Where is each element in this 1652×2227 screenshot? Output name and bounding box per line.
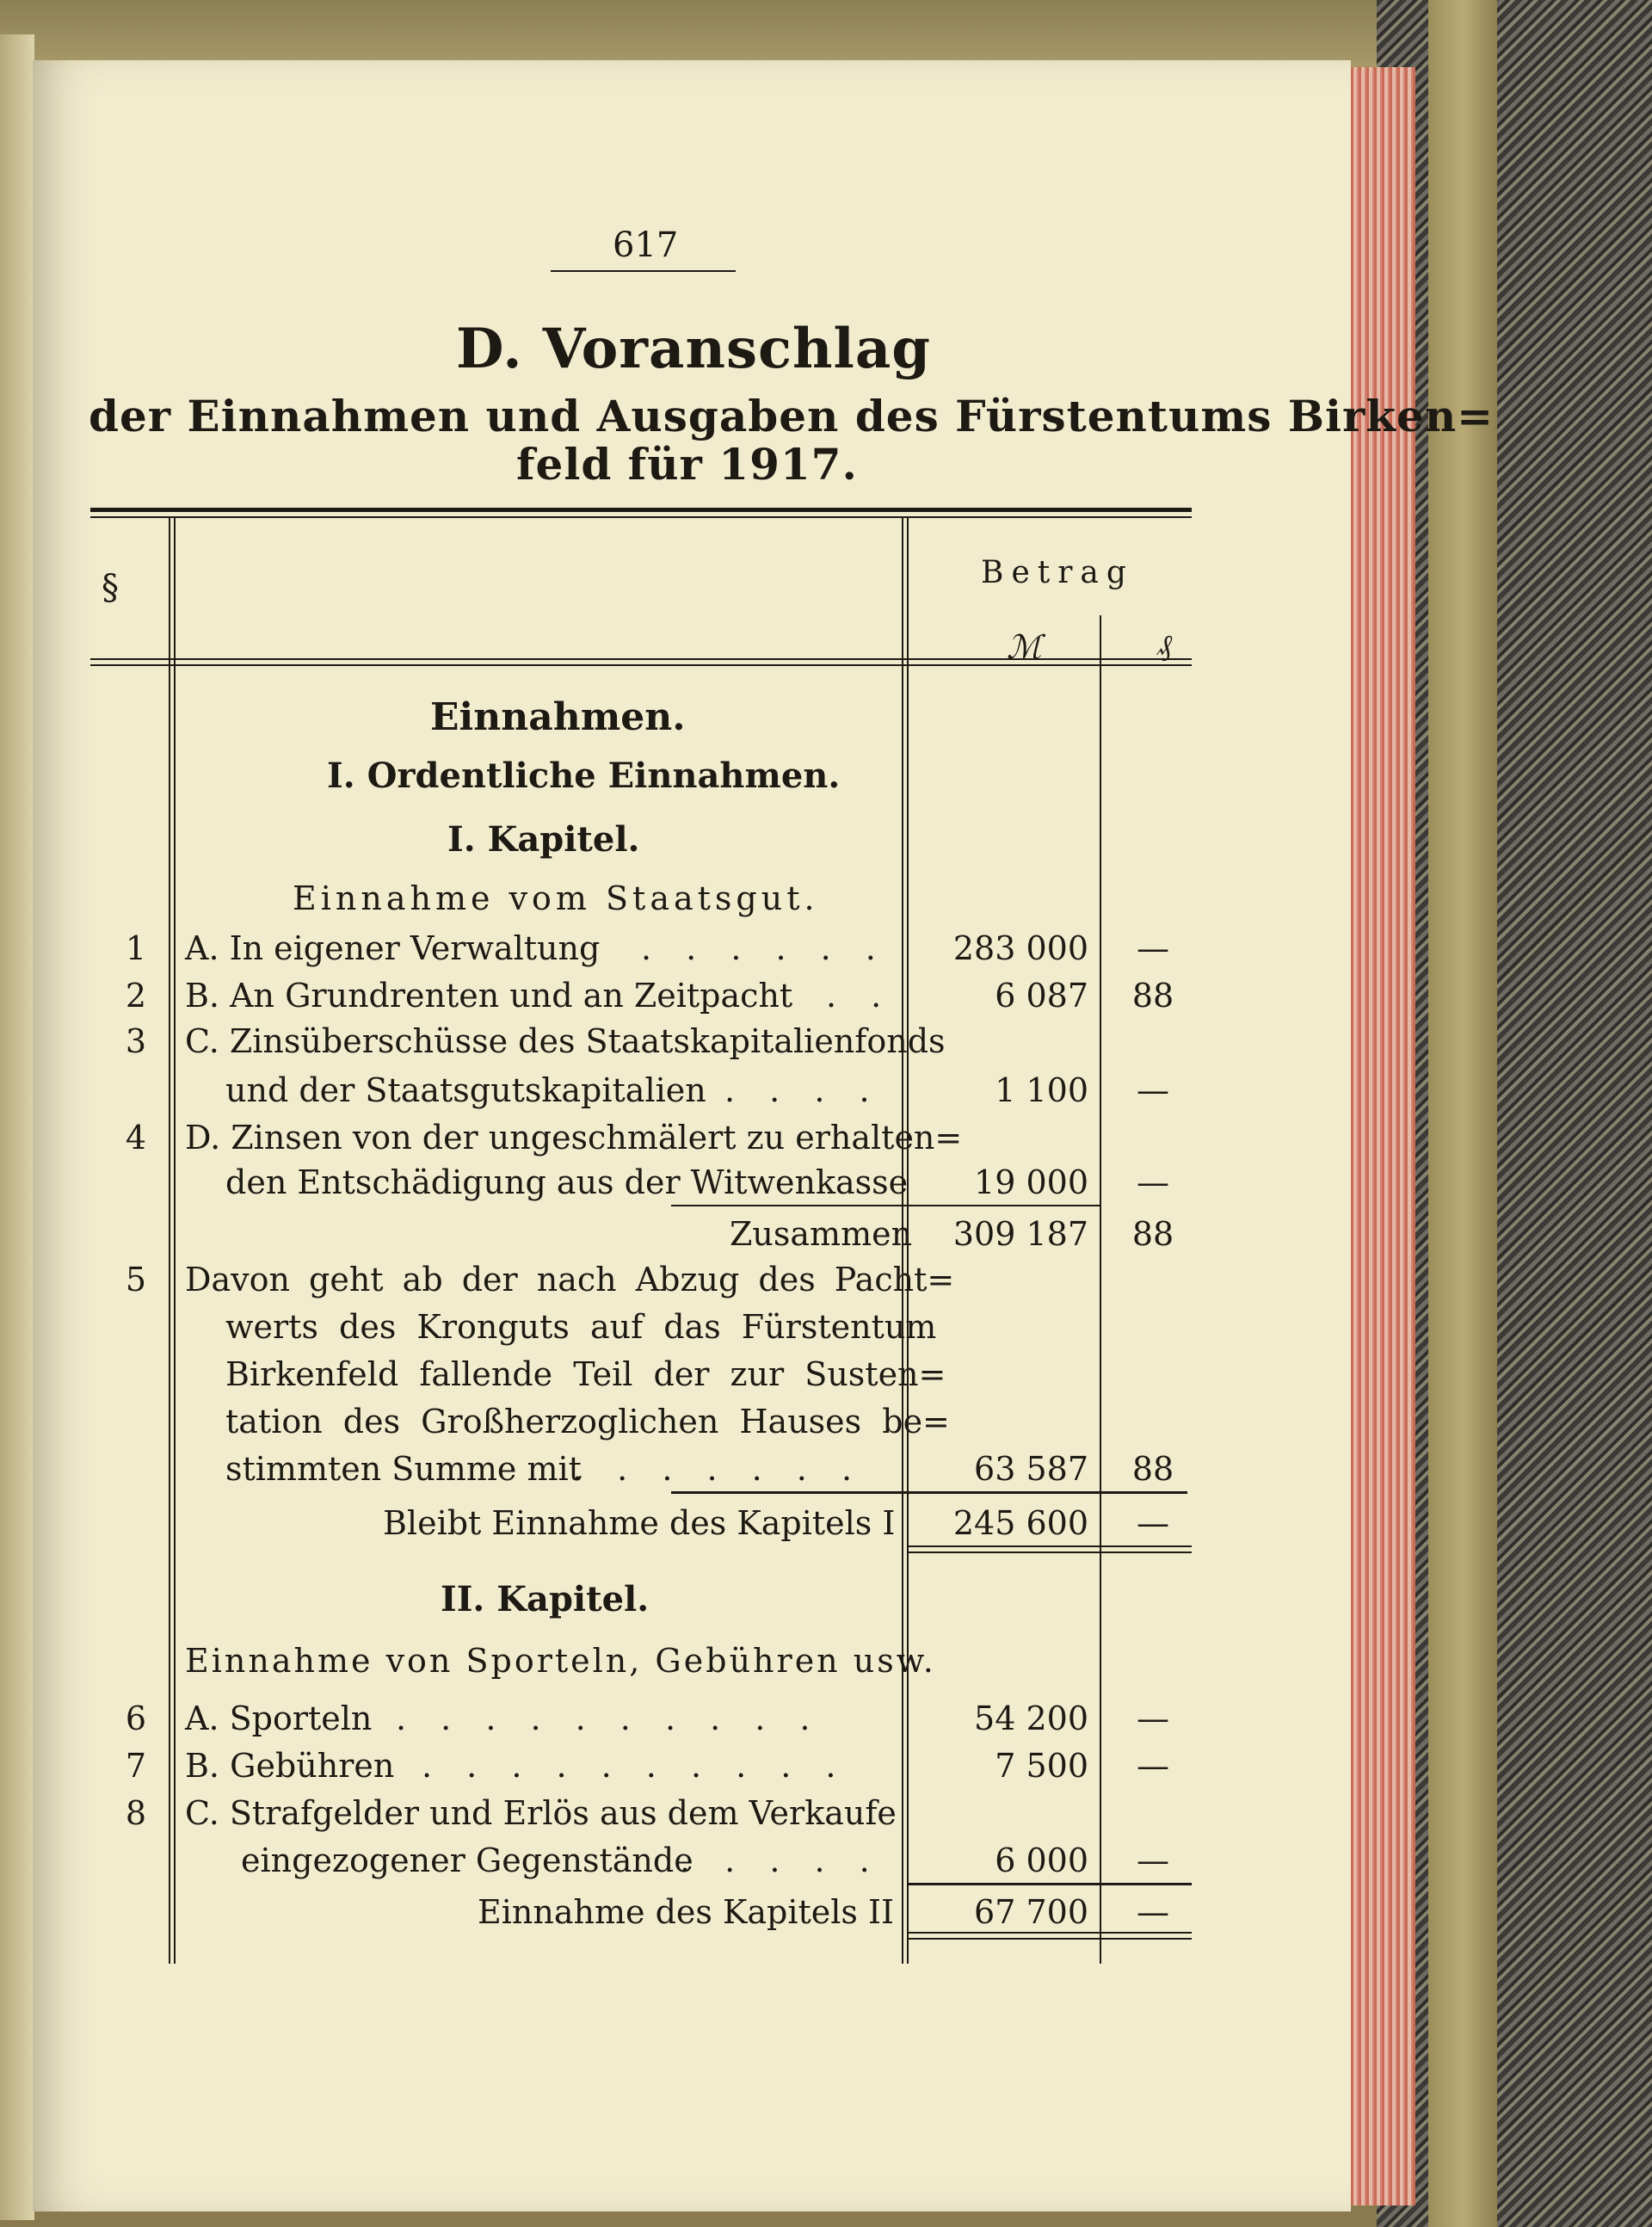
subtotal-pfennig: 88 bbox=[1131, 1215, 1174, 1253]
row-dots: . . bbox=[826, 977, 894, 1015]
deduction-line: stimmten Summe mit bbox=[225, 1450, 582, 1488]
chapter1-total-label: Bleibt Einnahme des Kapitels I bbox=[383, 1504, 896, 1542]
row-mark: 283 000 bbox=[952, 929, 1088, 967]
header-mark: ℳ bbox=[1007, 628, 1042, 666]
chapter2-total-pfennig: — bbox=[1137, 1893, 1169, 1931]
row-dots: . . . . . . . bbox=[572, 1450, 865, 1488]
chapter2-double-rule bbox=[908, 1932, 1192, 1934]
chapter1-total-pfennig: — bbox=[1137, 1504, 1169, 1542]
row-number: 4 bbox=[125, 1119, 146, 1157]
row-text: B. An Grundrenten und an Zeitpacht bbox=[185, 977, 793, 1015]
row-mark: 6 000 bbox=[995, 1841, 1088, 1879]
header-pfennig: ₰ bbox=[1157, 628, 1172, 663]
row-text: C. Strafgelder und Erlös aus dem Verkaufe bbox=[185, 1794, 897, 1832]
row-text-cont: eingezogener Gegenstände bbox=[241, 1841, 693, 1879]
facing-page-edge bbox=[0, 34, 34, 2220]
deduction-line: werts des Kronguts auf das Fürstentum bbox=[225, 1308, 937, 1346]
row-text: C. Zinsüberschüsse des Staatskapitalienfonds bbox=[185, 1022, 946, 1060]
page-title: D. Voranschlag bbox=[456, 317, 932, 381]
deduction-pfennig: 88 bbox=[1131, 1450, 1174, 1488]
row-text: A. In eigener Verwaltung bbox=[185, 929, 601, 967]
row-number: 7 bbox=[125, 1747, 146, 1785]
row-pfennig: — bbox=[1137, 1700, 1169, 1737]
header-paragraph: § bbox=[102, 568, 119, 608]
row-pfennig: — bbox=[1137, 1163, 1169, 1201]
chapter1-title: Einnahme vom Staatsgut. bbox=[293, 879, 819, 917]
row-number: 5 bbox=[125, 1261, 146, 1299]
col-divider-pfennig bbox=[1100, 615, 1101, 1964]
row-dots: . . . . . bbox=[680, 1841, 882, 1879]
row-mark: 1 100 bbox=[995, 1071, 1088, 1109]
chapter2-total-mark: 67 700 bbox=[974, 1893, 1088, 1931]
row-mark: 19 000 bbox=[974, 1163, 1088, 1201]
row-pfennig: — bbox=[1137, 1071, 1169, 1109]
row-pfennig: — bbox=[1137, 1747, 1169, 1785]
cloth-spine bbox=[1428, 0, 1497, 2227]
row-text-cont: und der Staatsgutskapitalien bbox=[225, 1071, 706, 1109]
page-number: 617 bbox=[613, 225, 679, 265]
marbled-cover bbox=[1377, 0, 1652, 2227]
col-divider-para bbox=[169, 518, 170, 1964]
chapter2-double-rule-2 bbox=[908, 1938, 1192, 1940]
chapter1-total-mark: 245 600 bbox=[952, 1504, 1088, 1542]
deduction-mark: 63 587 bbox=[974, 1450, 1088, 1488]
row-number: 3 bbox=[125, 1022, 146, 1060]
row-dots: . . . . . . . . . . bbox=[396, 1700, 823, 1737]
row-number: 6 bbox=[125, 1700, 146, 1737]
subtotal-label: Zusammen bbox=[730, 1215, 913, 1253]
chapter2-heading: II. Kapitel. bbox=[441, 1579, 650, 1619]
total-double-rule bbox=[908, 1545, 1192, 1547]
deduction-line: Davon geht ab der nach Abzug des Pacht= bbox=[185, 1261, 955, 1299]
row-text: A. Sporteln bbox=[185, 1700, 373, 1737]
row-dots: . . . . bbox=[724, 1071, 882, 1109]
row-dots: . . . . . . bbox=[641, 929, 888, 967]
row-pfennig: — bbox=[1137, 1841, 1169, 1879]
chapter1-heading: I. Kapitel. bbox=[447, 819, 640, 860]
page-subtitle-line2: feld für 1917. bbox=[516, 439, 858, 490]
row-mark: 54 200 bbox=[974, 1700, 1088, 1737]
row-number: 8 bbox=[125, 1794, 146, 1832]
page-subtitle-line1: der Einnahmen und Ausgaben des Fürstentums Birken= bbox=[89, 391, 1495, 441]
subtotal-mark: 309 187 bbox=[952, 1215, 1088, 1253]
total-double-rule-2 bbox=[908, 1551, 1192, 1553]
chapter2-sum-rule bbox=[908, 1883, 1192, 1885]
total-rule bbox=[671, 1491, 1187, 1494]
page-edges-red bbox=[1351, 67, 1415, 2205]
subsection-heading: I. Ordentliche Einnahmen. bbox=[327, 756, 841, 796]
table-top-rule bbox=[90, 508, 1192, 512]
chapter2-total-label: Einnahme des Kapitels II bbox=[478, 1893, 894, 1931]
page-number-rule bbox=[551, 270, 736, 272]
chapter2-title: Einnahme von Sporteln, Gebühren usw. bbox=[185, 1642, 936, 1680]
row-mark: 6 087 bbox=[995, 977, 1088, 1015]
deduction-line: tation des Großherzoglichen Hauses be= bbox=[225, 1403, 950, 1440]
col-divider-para-2 bbox=[174, 518, 176, 1964]
deduction-line: Birkenfeld fallende Teil der zur Susten= bbox=[225, 1355, 946, 1393]
section-heading: Einnahmen. bbox=[430, 695, 686, 739]
header-amount: Betrag bbox=[981, 555, 1134, 590]
row-text: D. Zinsen von der ungeschmälert zu erhalten= bbox=[185, 1119, 963, 1157]
row-number: 2 bbox=[125, 977, 146, 1015]
row-number: 1 bbox=[125, 929, 146, 967]
table-top-rule-thin bbox=[90, 516, 1192, 518]
row-text: B. Gebühren bbox=[185, 1747, 395, 1785]
row-dots: . . . . . . . . . . bbox=[422, 1747, 848, 1785]
row-mark: 7 500 bbox=[995, 1747, 1088, 1785]
row-text-cont: den Entschädigung aus der Witwenkasse bbox=[225, 1163, 909, 1201]
row-pfennig: — bbox=[1137, 929, 1169, 967]
subtotal-rule bbox=[671, 1205, 1101, 1206]
row-pfennig: 88 bbox=[1131, 977, 1174, 1015]
